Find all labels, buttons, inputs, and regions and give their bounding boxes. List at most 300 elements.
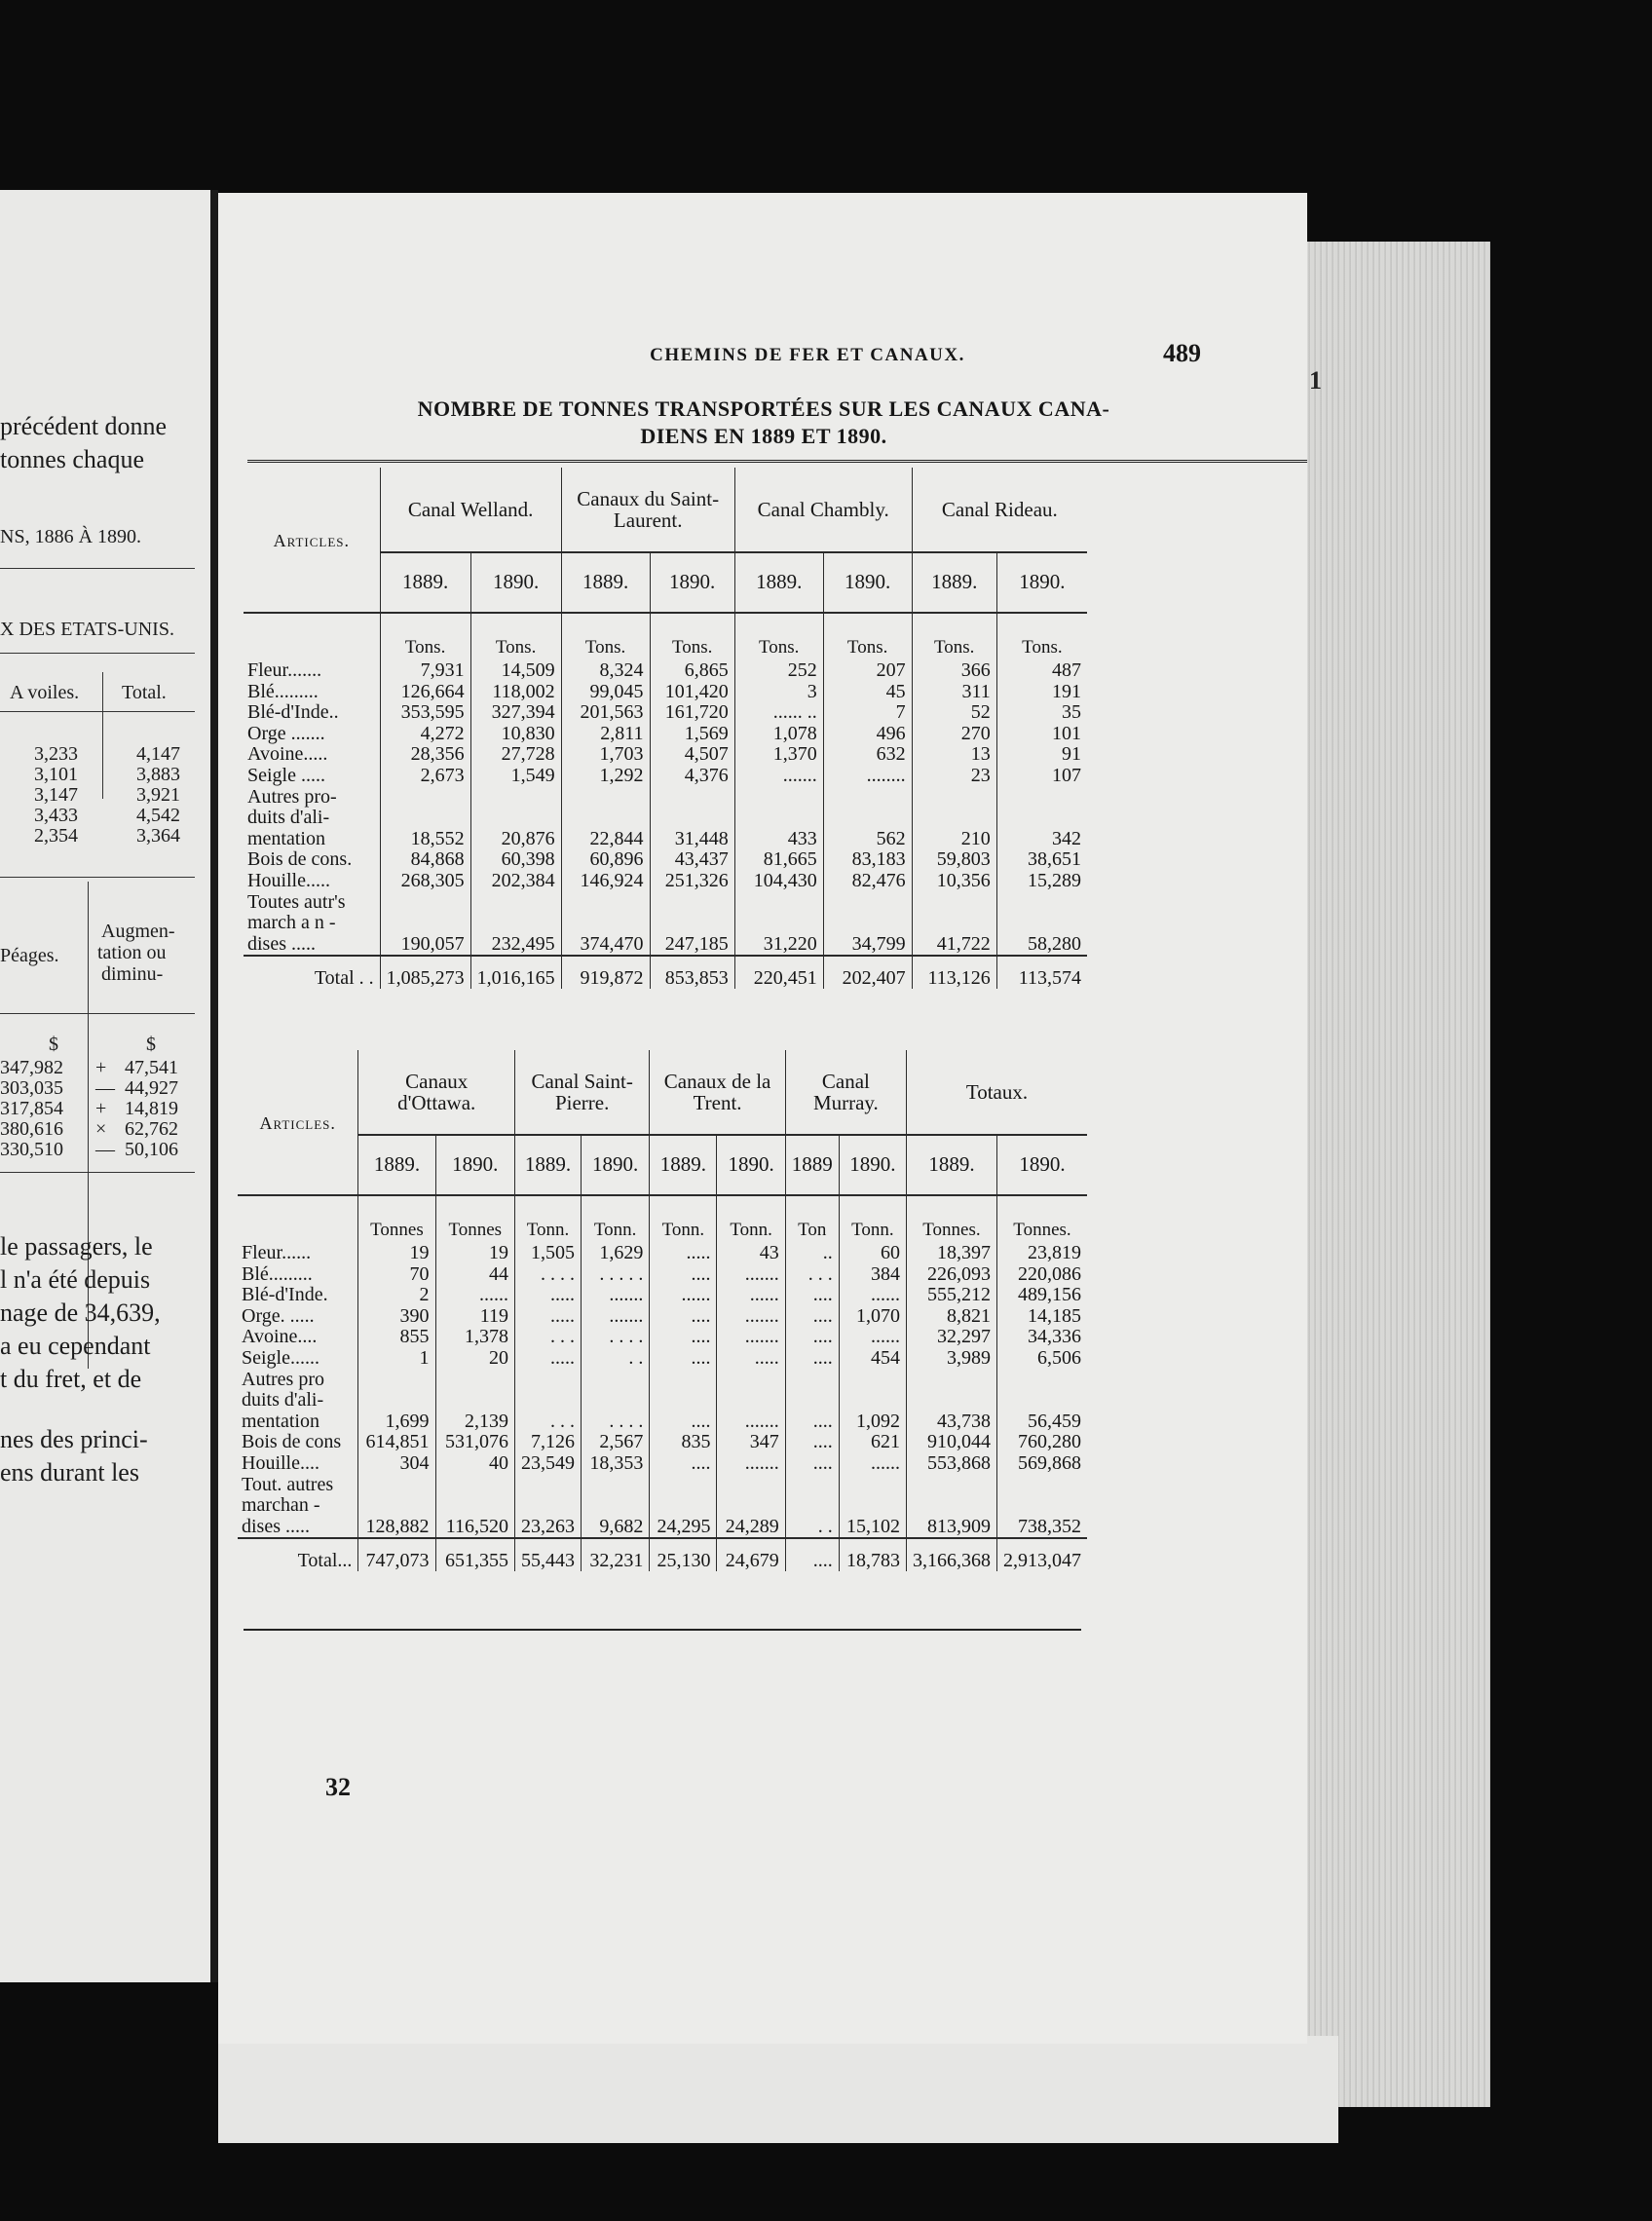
table-cell — [435, 1370, 514, 1391]
row-label: Fleur....... — [247, 659, 322, 681]
left-rule — [0, 877, 195, 878]
table-cell: .... — [785, 1538, 839, 1571]
table-cell: 60,896 — [561, 849, 650, 871]
table-cell — [515, 1390, 582, 1412]
left-cell: + — [95, 1057, 107, 1078]
table-cell — [561, 913, 650, 934]
table-cell: . . . . — [582, 1412, 650, 1433]
row-label: Toutes autr's — [247, 890, 346, 913]
left-cell: 330,510 — [0, 1139, 63, 1160]
table-cell: . . . — [515, 1412, 582, 1433]
row-label: Houille..... — [247, 869, 330, 891]
canal-header: Canal Chambly. — [734, 468, 912, 552]
table-cell: 353,595 — [380, 702, 470, 724]
unit-header: Tons. — [470, 613, 561, 660]
table-cell: ....... — [734, 766, 823, 787]
table-cell — [435, 1390, 514, 1412]
left-cell: 4,542 — [136, 805, 180, 826]
table-cell: ..... — [515, 1348, 582, 1370]
canal-header: Canal Welland. — [380, 468, 561, 552]
unit-header-blank — [238, 1195, 358, 1243]
table-cell: 20,876 — [470, 829, 561, 850]
table-cell — [650, 892, 734, 914]
left-cell: 2,354 — [34, 825, 78, 847]
table-cell — [996, 1390, 1087, 1412]
left-col-header: Total. — [122, 682, 167, 703]
table-cell — [996, 787, 1087, 809]
table-cell — [734, 892, 823, 914]
title-rule — [247, 460, 1307, 466]
unit-header: Tons. — [912, 613, 996, 660]
row-label: dises ..... — [242, 1515, 310, 1537]
table-cell: .... — [650, 1264, 717, 1286]
table-cell: 226,093 — [906, 1264, 996, 1286]
table-cell: 207 — [823, 660, 912, 682]
table-cell: 27,728 — [470, 744, 561, 766]
unit-header-row — [244, 613, 1087, 660]
row-label: Fleur...... — [242, 1242, 312, 1263]
left-cell: 380,616 — [0, 1118, 63, 1140]
row-label: march a n - — [247, 912, 336, 934]
table-cell: .... — [785, 1327, 839, 1348]
page-lower-edge — [218, 2036, 1338, 2143]
table-cell: 31,448 — [650, 829, 734, 850]
left-cell: 4,147 — [136, 743, 180, 765]
table-cell — [435, 1475, 514, 1496]
table-cell — [650, 1390, 717, 1412]
table-cell: 2,567 — [582, 1432, 650, 1453]
table-cell: 60 — [839, 1243, 906, 1264]
table-cell: 82,476 — [823, 871, 912, 892]
table-row — [244, 744, 1087, 766]
left-page — [0, 190, 212, 1982]
table-cell: 347 — [717, 1432, 785, 1453]
left-text-line: t du fret, et de — [0, 1365, 142, 1393]
year-header: 1890. — [470, 552, 561, 613]
left-text-line: l n'a été depuis — [0, 1265, 151, 1294]
table-cell: 1,092 — [839, 1412, 906, 1433]
table-cell: 614,851 — [358, 1432, 435, 1453]
table-cell: 855 — [358, 1327, 435, 1348]
table-cell: 268,305 — [380, 871, 470, 892]
table-cell: 43,738 — [906, 1412, 996, 1433]
table-cell: 562 — [823, 829, 912, 850]
table-cell: 113,574 — [996, 956, 1087, 989]
table-cell — [839, 1495, 906, 1517]
table-cell: ........ — [823, 766, 912, 787]
table-cell — [906, 1390, 996, 1412]
table-cell: 1,629 — [582, 1243, 650, 1264]
year-header: 1890. — [582, 1135, 650, 1195]
table-row — [238, 1285, 1087, 1306]
canal-header-row — [244, 468, 1087, 552]
table-cell: 91 — [996, 744, 1087, 766]
table-cell: 3,989 — [906, 1348, 996, 1370]
row-label: duits d'ali- — [247, 807, 330, 829]
row-label: Bois de cons — [242, 1431, 342, 1453]
table-cell: 1,370 — [734, 744, 823, 766]
row-label: Blé......... — [247, 680, 319, 702]
page-number: 489 — [1163, 339, 1201, 367]
table-cell: 7,126 — [515, 1432, 582, 1453]
table-cell: 19 — [358, 1243, 435, 1264]
table-cell — [912, 787, 996, 809]
folio-signature: 32 — [325, 1773, 351, 1801]
table-cell: 270 — [912, 724, 996, 745]
table-cell — [717, 1390, 785, 1412]
table-cell — [785, 1370, 839, 1391]
table-cell: ....... — [717, 1306, 785, 1328]
table-cell — [996, 1370, 1087, 1391]
table-cell — [470, 808, 561, 829]
row-label: Bois de cons. — [247, 848, 353, 871]
table-cell: 41,722 — [912, 934, 996, 957]
table-cell: .... — [650, 1327, 717, 1348]
table-cell: . . . — [515, 1327, 582, 1348]
row-label: Seigle...... — [242, 1346, 319, 1369]
table-cell — [785, 1475, 839, 1496]
table-cell: 38,651 — [996, 849, 1087, 871]
table-cell: 232,495 — [470, 934, 561, 957]
unit-header: Tonnes — [358, 1195, 435, 1243]
table-cell — [839, 1390, 906, 1412]
table-cell: 52 — [912, 702, 996, 724]
left-rule — [0, 568, 195, 569]
table-cell — [906, 1475, 996, 1496]
table-cell: 621 — [839, 1432, 906, 1453]
table2-body — [238, 1243, 1087, 1571]
table-cell: .... — [650, 1306, 717, 1328]
table-cell — [996, 1475, 1087, 1496]
table-cell: . . . . — [515, 1264, 582, 1286]
table-cell: 23,819 — [996, 1243, 1087, 1264]
year-header: 1889 — [785, 1135, 839, 1195]
row-label: mentation — [242, 1410, 319, 1432]
table-cell — [515, 1370, 582, 1391]
table-cell: ..... — [515, 1306, 582, 1328]
unit-header: Tons. — [650, 613, 734, 660]
left-rule — [0, 1013, 195, 1014]
table-cell: 24,295 — [650, 1517, 717, 1539]
table-cell: 496 — [823, 724, 912, 745]
year-header: 1889. — [380, 552, 470, 613]
table-cell: ..... — [717, 1348, 785, 1370]
table-cell: 10,356 — [912, 871, 996, 892]
table-cell: 738,352 — [996, 1517, 1087, 1539]
table-row — [238, 1243, 1087, 1264]
table-cell: 113,126 — [912, 956, 996, 989]
table-cell — [358, 1390, 435, 1412]
table-cell: 161,720 — [650, 702, 734, 724]
left-cell: 3,433 — [34, 805, 78, 826]
unit-header: Tonn. — [650, 1195, 717, 1243]
left-cell: 3,883 — [136, 764, 180, 785]
row-label: mentation — [247, 827, 325, 849]
table-cell: 43,437 — [650, 849, 734, 871]
table-cell — [823, 913, 912, 934]
table-cell: ...... — [839, 1285, 906, 1306]
table-cell — [582, 1495, 650, 1517]
table-cell: 14,509 — [470, 660, 561, 682]
table-row — [244, 829, 1087, 850]
table-cell: 18,783 — [839, 1538, 906, 1571]
table-cell — [515, 1495, 582, 1517]
table-cell: 747,073 — [358, 1538, 435, 1571]
year-header: 1890. — [996, 552, 1087, 613]
table-cell: 384 — [839, 1264, 906, 1286]
table-cell: 2,913,047 — [996, 1538, 1087, 1571]
left-text-line: X DES ETATS-UNIS. — [0, 619, 174, 640]
left-rule — [0, 1172, 195, 1173]
table-cell — [380, 787, 470, 809]
left-col-header: Péages. — [0, 945, 59, 966]
year-header-row — [238, 1135, 1087, 1195]
table-row — [244, 702, 1087, 724]
table-cell: 1,569 — [650, 724, 734, 745]
table-cell: 15,289 — [996, 871, 1087, 892]
table-cell — [650, 787, 734, 809]
table-cell: 15,102 — [839, 1517, 906, 1539]
total-label: Total... — [238, 1538, 358, 1571]
table-cell — [470, 913, 561, 934]
table-cell: 60,398 — [470, 849, 561, 871]
year-header: 1889. — [906, 1135, 996, 1195]
row-label: Avoine.... — [242, 1326, 318, 1348]
table-row — [244, 682, 1087, 703]
year-header: 1890. — [435, 1135, 514, 1195]
unit-header: Tons. — [561, 613, 650, 660]
table-cell: .... — [785, 1306, 839, 1328]
table-cell — [650, 1475, 717, 1496]
table-row — [244, 913, 1087, 934]
table-row — [244, 660, 1087, 682]
table-cell: 760,280 — [996, 1432, 1087, 1453]
table-cell: .... — [785, 1453, 839, 1475]
left-text-line: nes des princi- — [0, 1425, 148, 1453]
table-cell — [358, 1495, 435, 1517]
left-unit: $ — [146, 1034, 156, 1055]
table-cell: 34,336 — [996, 1327, 1087, 1348]
table-cell — [785, 1495, 839, 1517]
table-cell: 24,289 — [717, 1517, 785, 1539]
table-cell — [582, 1390, 650, 1412]
table-cell: 1,703 — [561, 744, 650, 766]
table-cell: 23 — [912, 766, 996, 787]
year-header: 1889. — [358, 1135, 435, 1195]
table-cell: 13 — [912, 744, 996, 766]
row-label: Blé-d'Inde. — [242, 1284, 328, 1306]
table-cell: ....... — [717, 1327, 785, 1348]
table-cell: .... — [650, 1412, 717, 1433]
table-cell: 28,356 — [380, 744, 470, 766]
table-cell: 1,699 — [358, 1412, 435, 1433]
table-cell: 10,830 — [470, 724, 561, 745]
table-row — [238, 1475, 1087, 1496]
table-title-line-2: DIENS EN 1889 ET 1890. — [640, 424, 887, 448]
unit-header-blank — [244, 613, 380, 660]
table-row — [238, 1390, 1087, 1412]
table-cell: 18,552 — [380, 829, 470, 850]
left-text-line: ens durant les — [0, 1458, 139, 1487]
left-cell: 3,921 — [136, 784, 180, 806]
table-cell: 6,506 — [996, 1348, 1087, 1370]
table-cell: 25,130 — [650, 1538, 717, 1571]
row-label: Houille.... — [242, 1451, 319, 1474]
row-label: Tout. autres — [242, 1473, 334, 1495]
table-cell: 252 — [734, 660, 823, 682]
canal-header: Canaux du Saint-Laurent. — [561, 468, 734, 552]
table-cell — [734, 913, 823, 934]
table-cell: 34,799 — [823, 934, 912, 957]
table-cell — [912, 913, 996, 934]
table-cell: 6,865 — [650, 660, 734, 682]
table-cell: 20 — [435, 1348, 514, 1370]
table-cell: ...... — [650, 1285, 717, 1306]
table-cell: 23,263 — [515, 1517, 582, 1539]
table-cell: 9,682 — [582, 1517, 650, 1539]
table-cell — [515, 1475, 582, 1496]
table-cell: 126,664 — [380, 682, 470, 703]
table-cell: 3 — [734, 682, 823, 703]
total-label: Total . . — [244, 956, 380, 989]
table-row — [244, 724, 1087, 745]
table-cell: 569,868 — [996, 1453, 1087, 1475]
table-cell — [996, 913, 1087, 934]
table-cell — [734, 808, 823, 829]
table-cell: 44 — [435, 1264, 514, 1286]
table-cell: 4,507 — [650, 744, 734, 766]
table-cell: 366 — [912, 660, 996, 682]
table-cell: 327,394 — [470, 702, 561, 724]
table-cell: 632 — [823, 744, 912, 766]
unit-header: Tons. — [380, 613, 470, 660]
table-cell: 81,665 — [734, 849, 823, 871]
table-cell — [380, 808, 470, 829]
row-label: Orge ....... — [247, 722, 325, 744]
table-row — [238, 1327, 1087, 1348]
table-cell: 202,384 — [470, 871, 561, 892]
year-header: 1889. — [650, 1135, 717, 1195]
table-cell: 531,076 — [435, 1432, 514, 1453]
year-header: 1890. — [650, 552, 734, 613]
table-cell — [912, 892, 996, 914]
table-row — [238, 1264, 1087, 1286]
row-label: Blé......... — [242, 1262, 313, 1285]
table-cell — [839, 1370, 906, 1391]
left-text-line: a eu cependant — [0, 1332, 151, 1360]
unit-header: Tons. — [734, 613, 823, 660]
left-text-line: NS, 1886 À 1890. — [0, 526, 142, 547]
table-cell: 853,853 — [650, 956, 734, 989]
table-cell — [996, 892, 1087, 914]
table-cell: 8,821 — [906, 1306, 996, 1328]
canal-table-1 — [244, 468, 1087, 989]
table-cell: 56,459 — [996, 1412, 1087, 1433]
table-cell — [996, 808, 1087, 829]
table1-body — [244, 660, 1087, 989]
table-cell — [358, 1475, 435, 1496]
table-cell: 99,045 — [561, 682, 650, 703]
year-header: 1889. — [515, 1135, 582, 1195]
left-cell: 303,035 — [0, 1077, 63, 1099]
canal-header: Canal Saint-Pierre. — [515, 1050, 650, 1135]
table-cell — [823, 892, 912, 914]
table-cell: 19 — [435, 1243, 514, 1264]
table-cell: 70 — [358, 1264, 435, 1286]
table-cell: 45 — [823, 682, 912, 703]
table-cell — [906, 1370, 996, 1391]
table-cell: 1,070 — [839, 1306, 906, 1328]
table-cell: 4,376 — [650, 766, 734, 787]
table-row — [238, 1370, 1087, 1391]
left-cell: 317,854 — [0, 1098, 63, 1119]
table-cell: ...... .. — [734, 702, 823, 724]
table-cell — [717, 1475, 785, 1496]
table-row — [238, 1495, 1087, 1517]
row-label: Avoine..... — [247, 743, 328, 766]
table-cell: 247,185 — [650, 934, 734, 957]
table-cell: 1,085,273 — [380, 956, 470, 989]
table-cell: 374,470 — [561, 934, 650, 957]
table-cell: 18,353 — [582, 1453, 650, 1475]
year-header: 1889. — [912, 552, 996, 613]
table-cell: 454 — [839, 1348, 906, 1370]
left-vrule — [88, 882, 89, 1369]
table-cell — [561, 787, 650, 809]
left-cell: 50,106 — [125, 1139, 178, 1160]
unit-header: Tonnes. — [996, 1195, 1087, 1243]
table-cell: ...... — [435, 1285, 514, 1306]
table-cell: 104,430 — [734, 871, 823, 892]
table-cell: 210 — [912, 829, 996, 850]
table-cell: ....... — [717, 1264, 785, 1286]
left-rule — [0, 653, 195, 654]
table-cell: 101 — [996, 724, 1087, 745]
row-label: Orge. ..... — [242, 1304, 315, 1327]
left-cell: 3,233 — [34, 743, 78, 765]
table-cell: 191 — [996, 682, 1087, 703]
table-cell — [582, 1370, 650, 1391]
table-cell: 22,844 — [561, 829, 650, 850]
table-cell: 1,078 — [734, 724, 823, 745]
table-cell: . . . . — [582, 1327, 650, 1348]
table-cell: 304 — [358, 1453, 435, 1475]
table-cell — [470, 892, 561, 914]
table-cell: 835 — [650, 1432, 717, 1453]
table-row — [244, 787, 1087, 809]
left-cell: — — [95, 1077, 115, 1099]
table-cell: 7,931 — [380, 660, 470, 682]
table-cell — [561, 808, 650, 829]
right-page — [218, 193, 1307, 2044]
unit-header: Tonn. — [839, 1195, 906, 1243]
left-col-header: diminu- — [101, 963, 164, 985]
table-cell: ..... — [515, 1285, 582, 1306]
table-cell: 651,355 — [435, 1538, 514, 1571]
unit-header: Tonnes — [435, 1195, 514, 1243]
table-cell — [650, 1495, 717, 1517]
unit-header: Ton — [785, 1195, 839, 1243]
table-row — [244, 808, 1087, 829]
table-cell: .... — [650, 1348, 717, 1370]
table-cell: 489,156 — [996, 1285, 1087, 1306]
table-cell: 910,044 — [906, 1432, 996, 1453]
table-cell — [650, 913, 734, 934]
table-cell: 59,803 — [912, 849, 996, 871]
table-cell — [650, 808, 734, 829]
canal-header: Canaux de la Trent. — [650, 1050, 785, 1135]
table-end-rule — [244, 1629, 1081, 1631]
